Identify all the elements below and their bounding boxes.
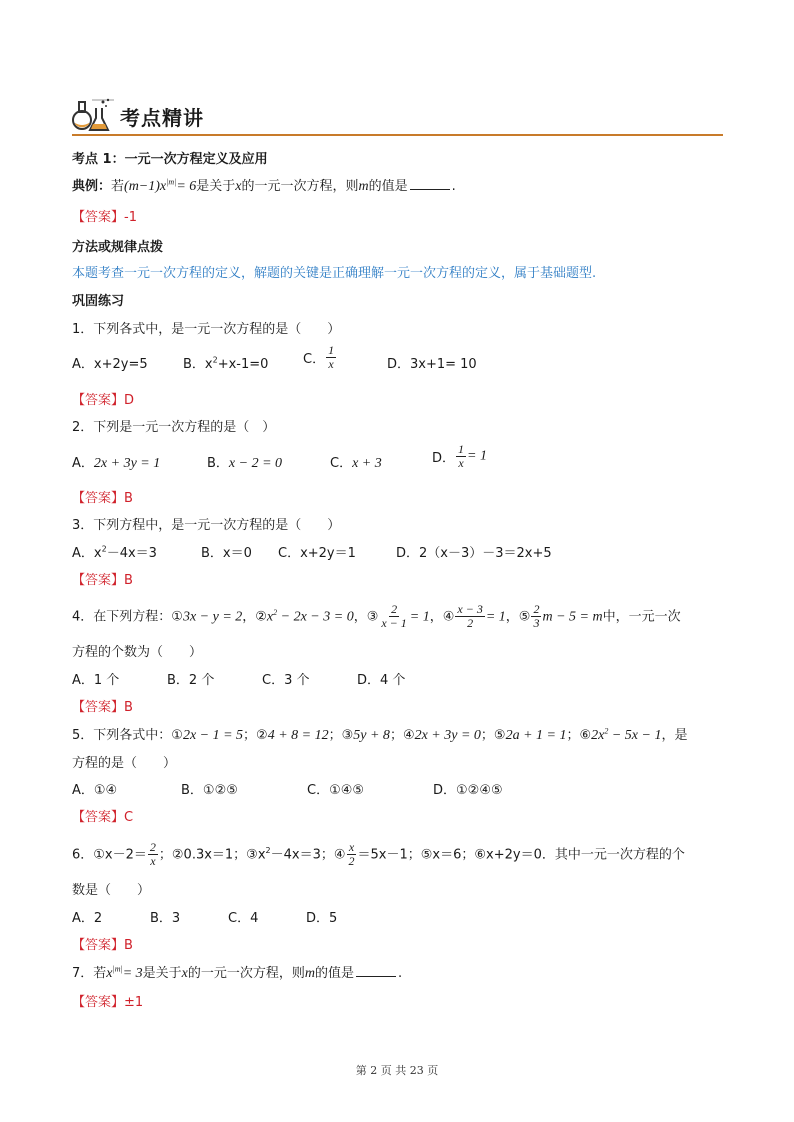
q7-answer-blank <box>356 964 396 977</box>
q5-option-b: B．①②⑤ <box>181 783 238 798</box>
q6-option-c: C．4 <box>228 911 259 926</box>
q2-answer: 【答案】B <box>72 491 133 506</box>
q2-option-c: C．x + 3 <box>330 456 382 471</box>
q1-answer: 【答案】D <box>72 393 135 408</box>
q3-option-d: D．2（x－3）－3＝2x+5 <box>396 546 552 561</box>
q1-option-b: B．$x^2+x-1=0$ <box>183 355 269 372</box>
q4-option-c: C．3 个 <box>262 673 310 688</box>
method-heading: 方法或规律点拨 <box>72 240 164 255</box>
q4-option-b: B．2 个 <box>167 673 215 688</box>
q5-stem-line2: 方程的是（ ） <box>72 756 177 771</box>
q1-option-a: A．x+2y=5 <box>72 357 148 372</box>
q2-stem: 2．下列是一元一次方程的是（ ） <box>72 420 276 435</box>
q3-stem: 3．下列方程中，是一元一次方程的是（ ） <box>72 518 341 533</box>
q6-option-d: D．5 <box>306 911 338 926</box>
header-icon-wrap <box>70 96 116 134</box>
q3-option-a: A．$x^2-4x=3$ <box>72 544 157 561</box>
example-answer: 【答案】-1 <box>72 210 137 225</box>
q1-option-c: C． $\frac{1}{x}$ <box>303 343 335 371</box>
q3-option-b: B．x＝0 <box>201 546 252 561</box>
q3-option-c: C．x+2y＝1 <box>278 546 356 561</box>
example-line: 典例：若$(m-1)x^{|m|}= 6$是关于x的一元一次方程，则m的值是 . <box>72 177 456 194</box>
q3-answer: 【答案】B <box>72 573 133 588</box>
q5-option-a: A．①④ <box>72 783 118 798</box>
q4-answer: 【答案】B <box>72 700 133 715</box>
q6-answer: 【答案】B <box>72 938 133 953</box>
method-text: 本题考查一元一次方程的定义，解题的关键是正确理解一元一次方程的定义，属于基础题型. <box>72 266 597 281</box>
q5-answer: 【答案】C <box>72 810 134 825</box>
q4-stem: 4．在下列方程：①3x − y = 2，$②x^2 - 2x - 3 = 0$，③ $\frac{2}{x - 1}$ = 1，④ $\frac{x - 3}{2}$ = 1，⑤ $\frac{2}{3}$ m − 5 = m中，一元一次 <box>72 602 681 631</box>
q4-option-d: D．4 个 <box>357 673 406 688</box>
q6-option-b: B．3 <box>150 911 181 926</box>
section-title: 考点精讲 <box>120 106 204 130</box>
q5-option-c: C．①④⑤ <box>307 783 365 798</box>
answer-blank <box>410 177 450 190</box>
topic-heading: 考点 1：一元一次方程定义及应用 <box>72 152 268 167</box>
q2-option-d: D． $\frac{1}{x}$ = 1 <box>432 442 487 470</box>
q2-option-a: A．2x + 3y = 1 <box>72 456 161 471</box>
q6-stem: 6．①x－2＝ $\frac{2}{x}$ ；②0.3x＝1；$③x^2-4x=3$；④ $\frac{x}{2}$ ＝5x－1；⑤x＝6；⑥x+2y＝0．其中一元一次方程的个 <box>72 840 685 869</box>
q1-stem: 1．下列各式中，是一元一次方程的是（ ） <box>72 322 341 337</box>
q6-stem-line2: 数是（ ） <box>72 883 151 898</box>
q1-option-d: D．3x+1= 10 <box>387 357 477 372</box>
header-divider <box>72 134 723 136</box>
q7-answer: 【答案】±1 <box>72 995 144 1010</box>
q4-option-a: A．1 个 <box>72 673 120 688</box>
page-footer: 第 2 页 共 23 页 <box>355 1064 439 1077</box>
practice-heading: 巩固练习 <box>72 294 125 309</box>
q4-stem-line2: 方程的个数为（ ） <box>72 645 203 660</box>
q5-stem: 5．下列各式中：①2x − 1 = 5；②4 + 8 = 12；③5y + 8；④2x + 3y = 0；⑤2a + 1 = 1；$⑥2x^2 - 5x - 1$，是 <box>72 726 688 743</box>
q6-option-a: A．2 <box>72 911 103 926</box>
lab-flask-icon <box>70 96 116 134</box>
q5-option-d: D．①②④⑤ <box>433 783 503 798</box>
q2-option-b: B．x − 2 = 0 <box>207 456 283 471</box>
q7-stem: 7．若$x^{|m|}= 3$是关于x的一元一次方程，则m的值是 . <box>72 964 403 981</box>
